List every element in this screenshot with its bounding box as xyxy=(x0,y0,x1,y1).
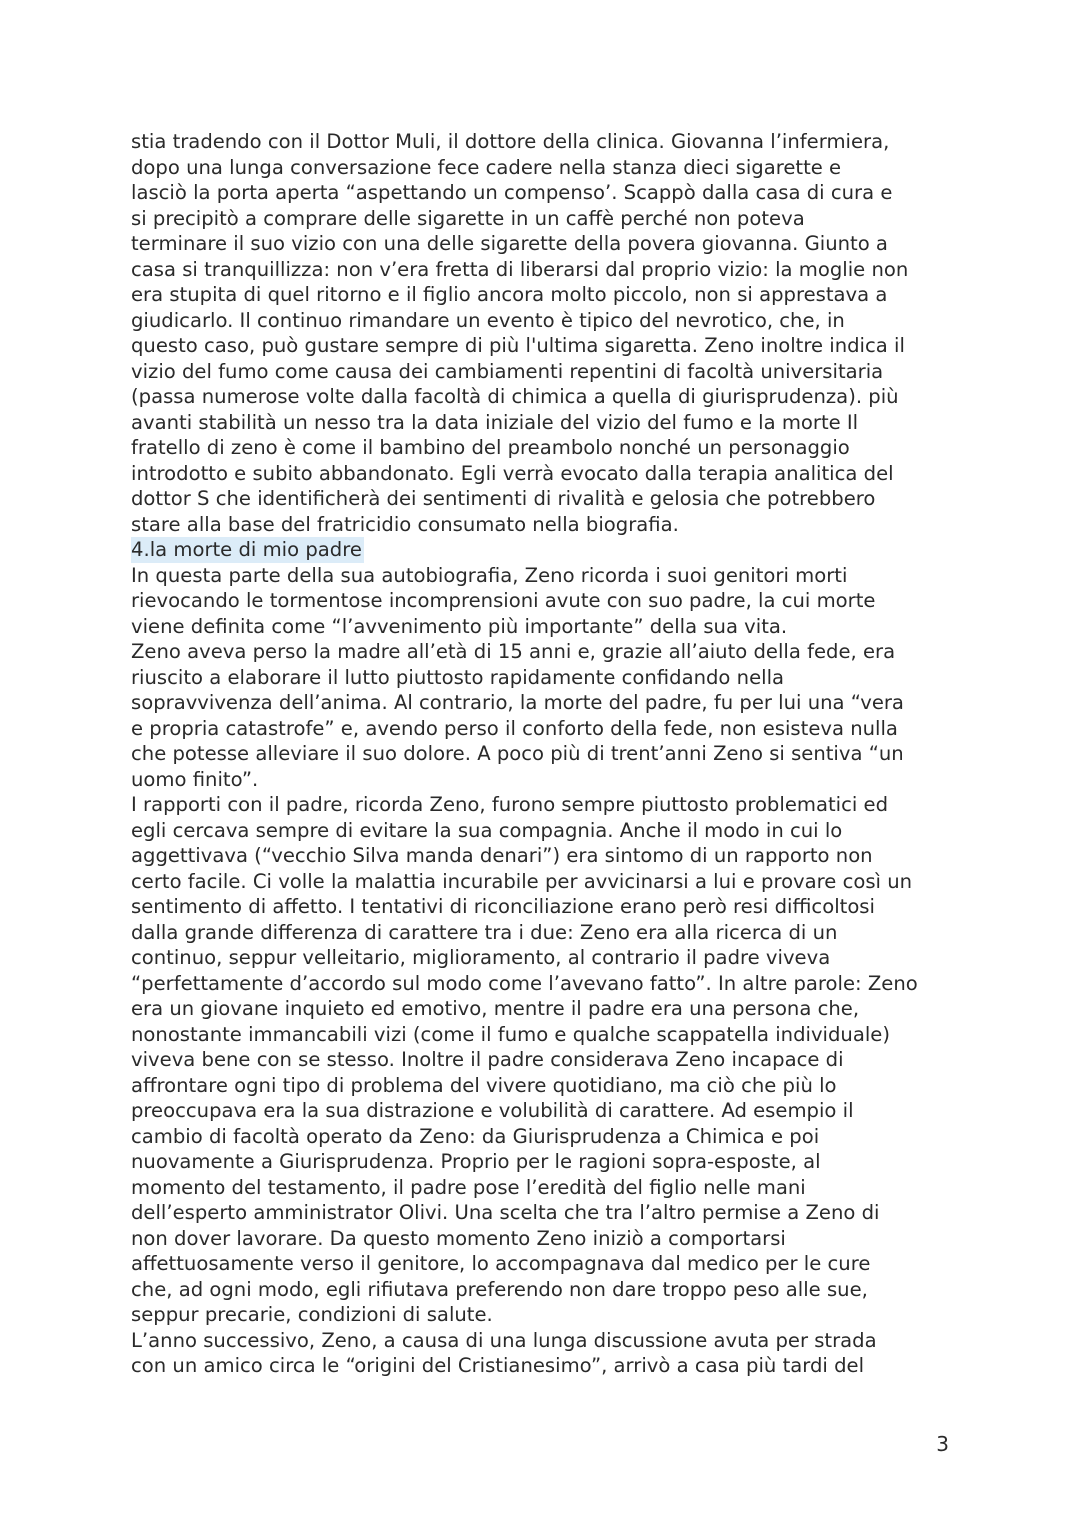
text-line: vizio del fumo come causa dei cambiamenti repentini di facoltà universitaria xyxy=(131,359,884,383)
page-body xyxy=(131,129,961,1379)
text-line: continuo, seppur velleitario, miglioramento, al contrario il padre viveva xyxy=(131,946,831,969)
text-line: sentimento di affetto. I tentativi di riconciliazione erano però resi difficoltosi xyxy=(131,895,875,918)
text-line: era un giovane inquieto ed emotivo, mentre il padre era una persona che, xyxy=(131,997,860,1020)
text-line: che, ad ogni modo, egli rifiutava preferendo non dare troppo peso alle sue, xyxy=(131,1277,868,1301)
text-line: dell’esperto amministrator Olivi. Una scelta che tra l’altro permise a Zeno di xyxy=(131,1201,880,1224)
text-line: sopravvivenza dell’anima. Al contrario, la morte del padre, fu per lui una “vera xyxy=(131,691,904,714)
section-body xyxy=(131,563,961,1379)
text-line: che potesse alleviare il suo dolore. A poco più di trent’anni Zeno si sentiva “un xyxy=(131,742,904,765)
text-line: rievocando le tormentose incomprensioni avute con suo padre, la cui morte xyxy=(131,589,876,612)
text-line: seppur precarie, condizioni di salute. xyxy=(131,1303,493,1326)
text-line: riuscito a elaborare il lutto piuttosto rapidamente confidando nella xyxy=(131,665,785,689)
page-number: 3 xyxy=(936,1432,949,1456)
text-line: introdotto e subito abbandonato. Egli verrà evocato dalla terapia analitica del xyxy=(131,461,894,485)
text-line: cambio di facoltà operato da Zeno: da Giurisprudenza a Chimica e poi xyxy=(131,1124,820,1148)
text-line: momento del testamento, il padre pose l’eredità del figlio nelle mani xyxy=(131,1175,806,1199)
text-line: L’anno successivo, Zeno, a causa di una lunga discussione avuta per strada xyxy=(131,1328,877,1352)
text-line: si precipitò a comprare delle sigarette in un caffè perché non poteva xyxy=(131,206,805,230)
text-line: casa si tranquillizza: non v’era fretta di liberarsi dal proprio vizio: la moglie non xyxy=(131,257,909,281)
text-line: preoccupava era la sua distrazione e volubilità di carattere. Ad esempio il xyxy=(131,1099,854,1122)
text-line: lasciò la porta aperta “aspettando un compenso’. Scappò dalla casa di cura e xyxy=(131,181,893,204)
text-line: terminare il suo vizio con una delle sigarette della povera giovanna. Giunto a xyxy=(131,232,888,255)
text-line: dopo una lunga conversazione fece cadere nella stanza dieci sigarette e xyxy=(131,155,842,179)
text-line: Zeno aveva perso la madre all’età di 15 anni e, grazie all’aiuto della fede, era xyxy=(131,640,896,663)
text-line: I rapporti con il padre, ricorda Zeno, furono sempre piuttosto problematici ed xyxy=(131,793,889,816)
text-line: stare alla base del fratricidio consumato nella biografia. xyxy=(131,512,679,536)
text-line: uomo finito”. xyxy=(131,767,259,791)
text-line: (passa numerose volte dalla facoltà di chimica a quella di giurisprudenza). più xyxy=(131,385,899,408)
text-line: e propria catastrofe” e, avendo perso il conforto della fede, non esisteva nulla xyxy=(131,716,898,740)
text-line: questo caso, può gustare sempre di più l'ultima sigaretta. Zeno inoltre indica il xyxy=(131,334,905,357)
section-heading: 4.la morte di mio padre xyxy=(131,538,362,561)
text-line: egli cercava sempre di evitare la sua compagnia. Anche il modo in cui lo xyxy=(131,818,843,842)
paragraph-continuation xyxy=(131,129,961,537)
text-line: fratello di zeno è come il bambino del preambolo nonché un personaggio xyxy=(131,436,850,459)
text-line: In questa parte della sua autobiografia, Zeno ricorda i suoi genitori morti xyxy=(131,563,848,587)
text-line: viveva bene con se stesso. Inoltre il padre considerava Zeno incapace di xyxy=(131,1048,844,1071)
section-heading-row xyxy=(131,537,961,563)
text-line: dottor S che identificherà dei sentimenti di rivalità e gelosia che potrebbero xyxy=(131,487,876,510)
text-line: certo facile. Ci volle la malattia incurabile per avvicinarsi a lui e provare così un xyxy=(131,869,913,893)
text-line: nonostante immancabili vizi (come il fumo e qualche scappatella individuale) xyxy=(131,1022,890,1046)
text-line: stia tradendo con il Dottor Muli, il dottore della clinica. Giovanna l’infermiera, xyxy=(131,130,890,153)
text-line: avanti stabilità un nesso tra la data iniziale del vizio del fumo e la morte Il xyxy=(131,410,859,434)
text-line: affrontare ogni tipo di problema del vivere quotidiano, ma ciò che più lo xyxy=(131,1073,837,1097)
text-line: era stupita di quel ritorno e il figlio ancora molto piccolo, non si apprestava a xyxy=(131,283,888,306)
text-line: viene definita come “l’avvenimento più importante” della sua vita. xyxy=(131,614,788,638)
text-line: affettuosamente verso il genitore, lo accompagnava dal medico per le cure xyxy=(131,1252,871,1275)
text-line: giudicarlo. Il continuo rimandare un evento è tipico del nevrotico, che, in xyxy=(131,308,845,332)
text-line: con un amico circa le “origini del Cristianesimo”, arrivò a casa più tardi del xyxy=(131,1354,865,1377)
text-line: nuovamente a Giurisprudenza. Proprio per le ragioni sopra-esposte, al xyxy=(131,1150,821,1173)
text-line: “perfettamente d’accordo sul modo come l’avevano fatto”. In altre parole: Zeno xyxy=(131,971,918,995)
text-line: dalla grande differenza di carattere tra i due: Zeno era alla ricerca di un xyxy=(131,920,838,944)
text-line: non dover lavorare. Da questo momento Zeno iniziò a comportarsi xyxy=(131,1226,786,1250)
text-line: aggettivava (“vecchio Silva manda denari”) era sintomo di un rapporto non xyxy=(131,844,873,867)
